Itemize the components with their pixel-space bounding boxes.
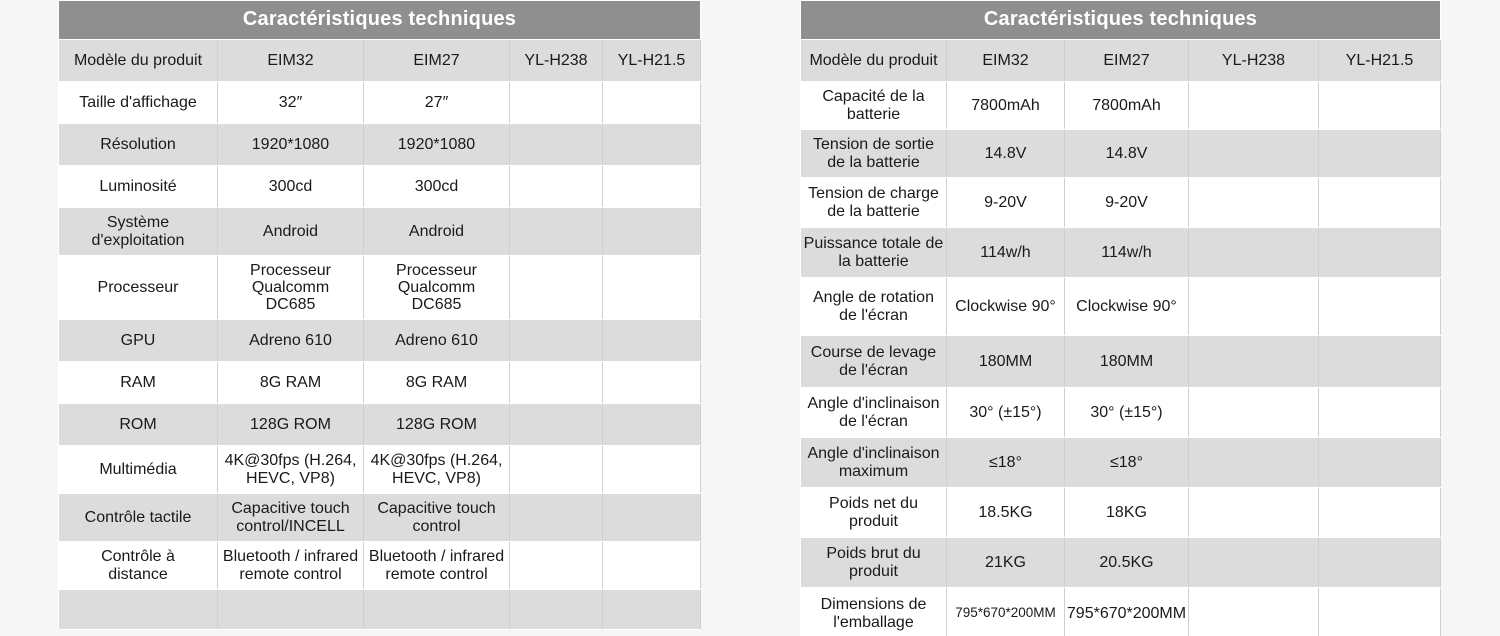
cell-ylh238 bbox=[510, 590, 603, 630]
cell-eim27 bbox=[364, 590, 510, 630]
cell-eim32: 795*670*200MM bbox=[947, 588, 1065, 636]
row-label: Course de levage de l'écran bbox=[801, 336, 947, 388]
cell-eim32: 300cd bbox=[218, 166, 364, 208]
spec-table-right bbox=[800, 0, 1441, 636]
row-label: Tension de charge de la batterie bbox=[801, 178, 947, 228]
cell-ylh215 bbox=[603, 404, 701, 446]
row-label: Luminosité bbox=[59, 166, 218, 208]
cell-ylh238 bbox=[1189, 178, 1319, 228]
cell-eim32: 128G ROM bbox=[218, 404, 364, 446]
cell-eim32 bbox=[218, 590, 364, 630]
cell-eim27: EIM27 bbox=[364, 40, 510, 82]
cell-ylh215 bbox=[603, 166, 701, 208]
cell-ylh238 bbox=[1189, 82, 1319, 130]
table-row bbox=[59, 40, 701, 82]
cell-ylh238 bbox=[1189, 588, 1319, 636]
row-label: Puissance totale de la batterie bbox=[801, 228, 947, 278]
cell-eim32: 21KG bbox=[947, 538, 1065, 588]
cell-ylh215 bbox=[1319, 438, 1441, 488]
cell-eim27: 795*670*200MM bbox=[1065, 588, 1189, 636]
cell-ylh238 bbox=[510, 542, 603, 590]
table-row bbox=[801, 130, 1441, 178]
row-label: RAM bbox=[59, 362, 218, 404]
cell-eim32: Adreno 610 bbox=[218, 320, 364, 362]
cell-eim32: 1920*1080 bbox=[218, 124, 364, 166]
cell-ylh238 bbox=[1189, 278, 1319, 336]
cell-ylh238 bbox=[1189, 538, 1319, 588]
table-row bbox=[801, 336, 1441, 388]
cell-ylh215 bbox=[1319, 388, 1441, 438]
table-row bbox=[801, 228, 1441, 278]
table-title: Caractéristiques techniques bbox=[59, 1, 701, 40]
cell-ylh238 bbox=[1189, 438, 1319, 488]
cell-eim27: 14.8V bbox=[1065, 130, 1189, 178]
cell-eim32: Android bbox=[218, 208, 364, 256]
row-label: Capacité de la batterie bbox=[801, 82, 947, 130]
cell-ylh215: YL-H21.5 bbox=[1319, 40, 1441, 82]
cell-eim27: 1920*1080 bbox=[364, 124, 510, 166]
table-row bbox=[59, 124, 701, 166]
cell-eim27: 27″ bbox=[364, 82, 510, 124]
row-label: Processeur bbox=[59, 256, 218, 320]
cell-ylh215 bbox=[1319, 588, 1441, 636]
row-label: ROM bbox=[59, 404, 218, 446]
table-row bbox=[801, 538, 1441, 588]
table-row bbox=[801, 388, 1441, 438]
cell-eim32: Processeur Qualcomm DC685 bbox=[218, 256, 364, 320]
cell-ylh215 bbox=[603, 590, 701, 630]
cell-ylh238 bbox=[510, 82, 603, 124]
cell-ylh215: YL-H21.5 bbox=[603, 40, 701, 82]
row-label: Angle de rotation de l'écran bbox=[801, 278, 947, 336]
row-label: Angle d'inclinaison maximum bbox=[801, 438, 947, 488]
table-row bbox=[801, 40, 1441, 82]
cell-ylh215 bbox=[1319, 178, 1441, 228]
table-row bbox=[59, 320, 701, 362]
cell-eim27: 4K@30fps (H.264, HEVC, VP8) bbox=[364, 446, 510, 494]
row-label: Poids brut du produit bbox=[801, 538, 947, 588]
spec-table-left bbox=[58, 0, 701, 630]
cell-ylh238 bbox=[510, 124, 603, 166]
row-label: Contrôle tactile bbox=[59, 494, 218, 542]
cell-eim32: Capacitive touch control/INCELL bbox=[218, 494, 364, 542]
cell-eim27: 7800mAh bbox=[1065, 82, 1189, 130]
cell-eim32: EIM32 bbox=[947, 40, 1065, 82]
cell-eim27: 114w/h bbox=[1065, 228, 1189, 278]
cell-eim27: ≤18° bbox=[1065, 438, 1189, 488]
cell-eim32: EIM32 bbox=[218, 40, 364, 82]
cell-eim27: 20.5KG bbox=[1065, 538, 1189, 588]
cell-eim32: 4K@30fps (H.264, HEVC, VP8) bbox=[218, 446, 364, 494]
cell-eim32: 14.8V bbox=[947, 130, 1065, 178]
cell-ylh215 bbox=[603, 494, 701, 542]
row-label: Modèle du produit bbox=[59, 40, 218, 82]
cell-ylh238 bbox=[1189, 336, 1319, 388]
cell-eim27: 30° (±15°) bbox=[1065, 388, 1189, 438]
cell-ylh215 bbox=[603, 124, 701, 166]
table-row bbox=[59, 208, 701, 256]
row-label: GPU bbox=[59, 320, 218, 362]
cell-ylh215 bbox=[603, 446, 701, 494]
cell-eim27: 128G ROM bbox=[364, 404, 510, 446]
cell-eim27: 180MM bbox=[1065, 336, 1189, 388]
cell-ylh215 bbox=[1319, 336, 1441, 388]
table-row bbox=[801, 588, 1441, 636]
cell-ylh215 bbox=[603, 320, 701, 362]
cell-ylh215 bbox=[1319, 538, 1441, 588]
cell-ylh238 bbox=[1189, 388, 1319, 438]
cell-ylh238 bbox=[1189, 228, 1319, 278]
table-row bbox=[59, 166, 701, 208]
cell-eim32: ≤18° bbox=[947, 438, 1065, 488]
cell-ylh238 bbox=[510, 320, 603, 362]
cell-ylh238 bbox=[510, 208, 603, 256]
cell-eim32: 30° (±15°) bbox=[947, 388, 1065, 438]
table-row bbox=[801, 488, 1441, 538]
cell-eim27: Adreno 610 bbox=[364, 320, 510, 362]
table-row bbox=[59, 446, 701, 494]
row-label: Contrôle à distance bbox=[59, 542, 218, 590]
cell-ylh215 bbox=[1319, 228, 1441, 278]
cell-ylh215 bbox=[1319, 130, 1441, 178]
cell-ylh215 bbox=[603, 208, 701, 256]
cell-ylh215 bbox=[1319, 278, 1441, 336]
cell-ylh238 bbox=[1189, 130, 1319, 178]
cell-ylh215 bbox=[603, 256, 701, 320]
cell-ylh215 bbox=[1319, 488, 1441, 538]
table-row bbox=[801, 438, 1441, 488]
cell-eim32: 32″ bbox=[218, 82, 364, 124]
table-row bbox=[59, 82, 701, 124]
table-row bbox=[801, 82, 1441, 130]
cell-ylh238: YL-H238 bbox=[1189, 40, 1319, 82]
table-row bbox=[59, 590, 701, 630]
cell-eim27: Bluetooth / infrared remote control bbox=[364, 542, 510, 590]
cell-eim32: Bluetooth / infrared remote control bbox=[218, 542, 364, 590]
cell-eim32: 180MM bbox=[947, 336, 1065, 388]
cell-eim32: 18.5KG bbox=[947, 488, 1065, 538]
table-row bbox=[59, 404, 701, 446]
cell-eim27: 300cd bbox=[364, 166, 510, 208]
row-label: Multimédia bbox=[59, 446, 218, 494]
table-row bbox=[59, 362, 701, 404]
cell-eim27: Clockwise 90° bbox=[1065, 278, 1189, 336]
row-label: Poids net du produit bbox=[801, 488, 947, 538]
cell-eim27: 18KG bbox=[1065, 488, 1189, 538]
row-label: Angle d'inclinaison de l'écran bbox=[801, 388, 947, 438]
row-label: Taille d'affichage bbox=[59, 82, 218, 124]
cell-ylh238 bbox=[510, 494, 603, 542]
cell-ylh238: YL-H238 bbox=[510, 40, 603, 82]
cell-eim27: EIM27 bbox=[1065, 40, 1189, 82]
cell-ylh215 bbox=[1319, 82, 1441, 130]
cell-ylh215 bbox=[603, 542, 701, 590]
table-row bbox=[59, 256, 701, 320]
cell-eim32: 7800mAh bbox=[947, 82, 1065, 130]
cell-eim32: Clockwise 90° bbox=[947, 278, 1065, 336]
row-label: Système d'exploitation bbox=[59, 208, 218, 256]
cell-eim32: 114w/h bbox=[947, 228, 1065, 278]
cell-eim27: Android bbox=[364, 208, 510, 256]
cell-ylh238 bbox=[1189, 488, 1319, 538]
table-row bbox=[59, 494, 701, 542]
row-label: Tension de sortie de la batterie bbox=[801, 130, 947, 178]
cell-ylh238 bbox=[510, 362, 603, 404]
table-row bbox=[59, 542, 701, 590]
cell-eim27: Processeur Qualcomm DC685 bbox=[364, 256, 510, 320]
cell-ylh238 bbox=[510, 256, 603, 320]
cell-ylh215 bbox=[603, 82, 701, 124]
table-row bbox=[801, 178, 1441, 228]
cell-eim32: 9-20V bbox=[947, 178, 1065, 228]
row-label: Résolution bbox=[59, 124, 218, 166]
cell-ylh238 bbox=[510, 446, 603, 494]
table-row bbox=[801, 278, 1441, 336]
cell-eim27: Capacitive touch control bbox=[364, 494, 510, 542]
cell-eim32: 8G RAM bbox=[218, 362, 364, 404]
row-label: Modèle du produit bbox=[801, 40, 947, 82]
cell-ylh238 bbox=[510, 166, 603, 208]
row-label: Dimensions de l'emballage bbox=[801, 588, 947, 636]
row-label bbox=[59, 590, 218, 630]
cell-eim27: 8G RAM bbox=[364, 362, 510, 404]
table-title: Caractéristiques techniques bbox=[801, 1, 1441, 40]
cell-eim27: 9-20V bbox=[1065, 178, 1189, 228]
cell-ylh238 bbox=[510, 404, 603, 446]
cell-ylh215 bbox=[603, 362, 701, 404]
